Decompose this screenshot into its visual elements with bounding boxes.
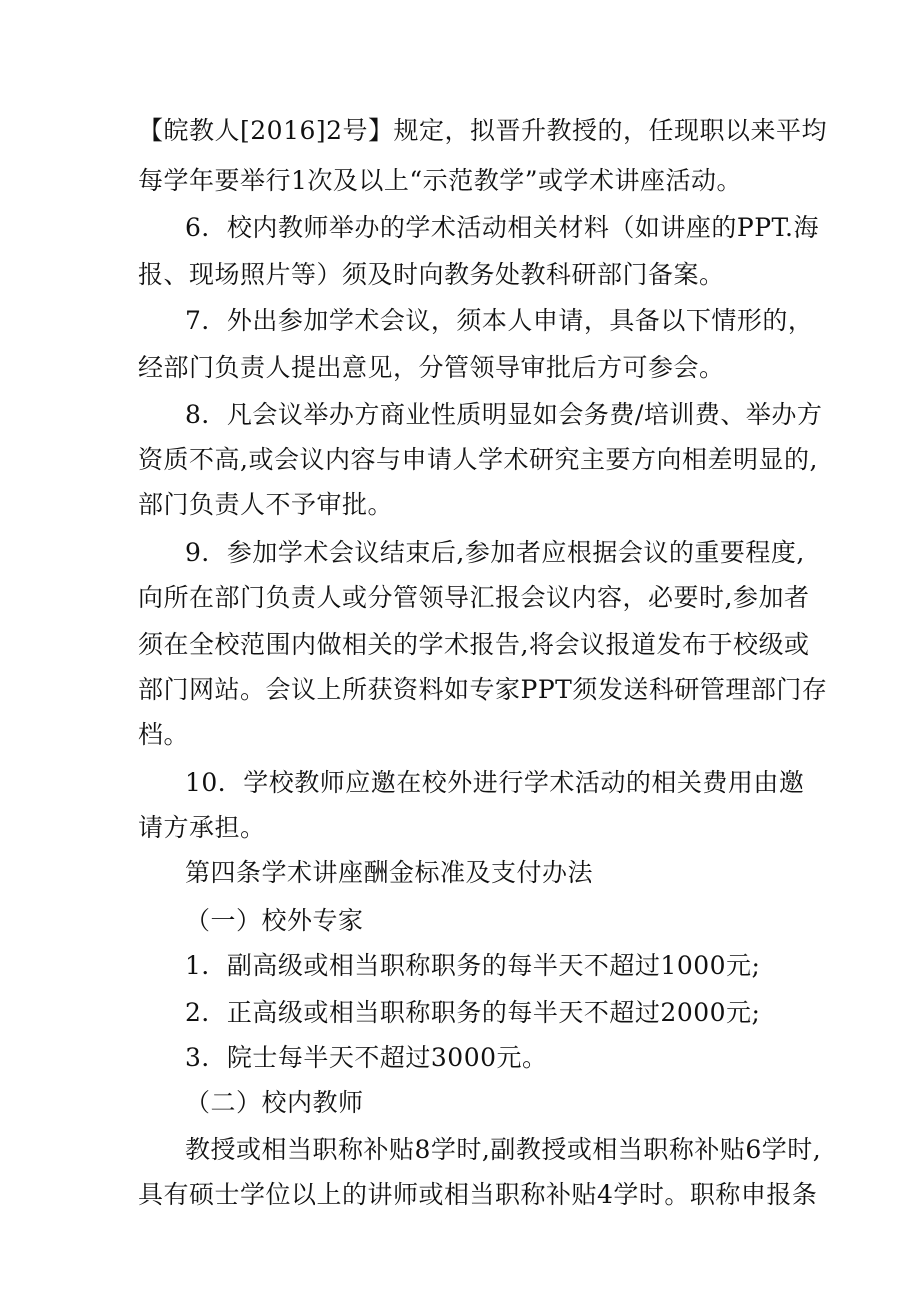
paragraph-line: 向所在部门负责人或分管领导汇报会议内容，必要时,参加者 <box>138 583 810 612</box>
paragraph-line: 资质不高,或会议内容与申请人学术研究主要方向相差明显的, <box>138 445 818 474</box>
paragraph-line: 每学年要举行1次及以上“示范教学”或学术讲座活动。 <box>138 166 742 195</box>
item-8-line: 8．凡会议举办方商业性质明显如会务费/培训费、举办方 <box>185 400 823 429</box>
item-9-line: 9．参加学术会议结束后,参加者应根据会议的重要程度, <box>185 538 805 567</box>
subsection-heading: （一）校外专家 <box>185 906 364 935</box>
paragraph-line: 具有硕士学位以上的讲师或相当职称补贴4学时。职称申报条 <box>138 1180 818 1209</box>
paragraph-line: 经部门负责人提出意见，分管领导审批后方可参会。 <box>138 353 725 382</box>
paragraph-line: 报、现场照片等）须及时向教务处教科研部门备案。 <box>138 260 725 289</box>
paragraph-line: 部门网站。会议上所获资料如专家PPT须发送科研管理部门存 <box>138 675 828 704</box>
item-6-line: 6．校内教师举办的学术活动相关材料（如讲座的PPT.海 <box>185 213 819 242</box>
paragraph-line: 须在全校范围内做相关的学术报告,将会议报道发布于校级或 <box>138 630 810 659</box>
paragraph-line: 教授或相当职称补贴8学时,副教授或相当职称补贴6学时, <box>185 1135 822 1164</box>
item-10-line: 10．学校教师应邀在校外进行学术活动的相关费用由邀 <box>185 768 805 797</box>
paragraph-line: 请方承担。 <box>138 813 266 842</box>
paragraph-line: 档。 <box>138 720 190 749</box>
paragraph-line: 部门负责人不予审批。 <box>138 490 394 519</box>
fee-item-2: 2．正高级或相当职称职务的每半天不超过2000元; <box>185 998 761 1027</box>
fee-item-3: 3．院士每半天不超过3000元。 <box>185 1043 548 1072</box>
subsection-heading: （二）校内教师 <box>185 1088 364 1117</box>
item-7-line: 7．外出参加学术会议，须本人申请，具备以下情形的， <box>185 306 814 335</box>
paragraph-line: 【皖教人[2016]2号】规定，拟晋升教授的，任现职以来平均 <box>138 116 828 145</box>
fee-item-1: 1．副高级或相当职称职务的每半天不超过1000元; <box>185 951 761 980</box>
section-heading: 第四条学术讲座酬金标准及支付办法 <box>185 858 594 887</box>
